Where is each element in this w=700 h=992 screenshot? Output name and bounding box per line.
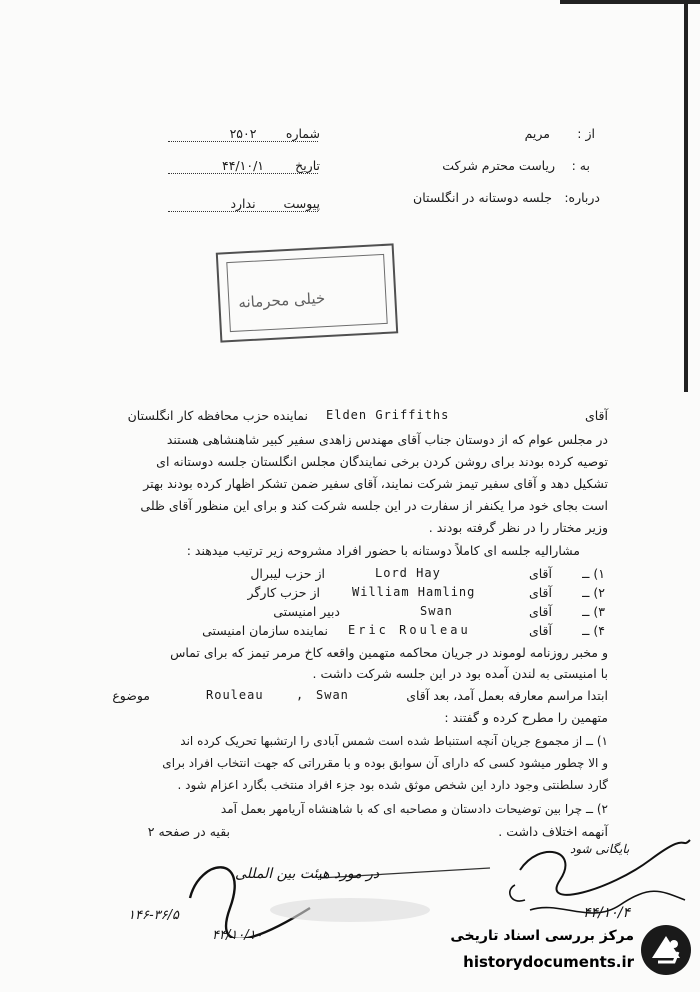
- participant-4-prefix: آقای: [528, 623, 552, 638]
- body-line-7: مشارالیه جلسه ای کاملاً دوستانه با حضور افراد مشروحه زیر ترتیب میدهند :: [186, 543, 580, 558]
- participant-1-number: ۱) ــ: [582, 566, 605, 581]
- participant-3-prefix: آقای: [528, 604, 552, 619]
- body-line-10-separator: ,: [296, 688, 305, 702]
- body-line-10-name-b: Rouleau: [206, 688, 264, 702]
- participant-4-number: ۴) ــ: [582, 623, 605, 638]
- reference-date: ۴۴/۱۰/۱۰: [212, 928, 263, 943]
- scan-edge-top: [560, 0, 700, 4]
- body-line-10-start: ابتدا مراسم معارفه بعمل آمد، بعد آقای: [406, 688, 608, 703]
- signature-right-date: ۴۴/۱۰/۴: [583, 905, 631, 921]
- participant-2-party: از حزب کارگر: [247, 585, 320, 600]
- participant-4-role: نماینده سازمان امنیستی: [202, 623, 328, 638]
- continued-note: بقیه در صفحه ۲: [147, 824, 230, 839]
- numbered-item-1-line-1: ۱) ــ از مجموع جریان آنچه استنباط شده است شمس آبادی را ارتشبها تحریک کرده اند: [180, 734, 608, 748]
- numbered-item-1-line-2: و الا چطور میشود کسی که دارای آن سوابق بوده و با مقرراتی که جهت انتخاب افراد برای: [162, 756, 608, 770]
- participant-2-prefix: آقای: [528, 585, 552, 600]
- from-label: از :: [577, 126, 595, 141]
- participant-1-name: Lord Hay: [375, 566, 441, 580]
- numbered-item-2-line-2: آنهمه اختلاف داشت .: [498, 824, 608, 839]
- body-line-6: وزیر مختار را در نظر گرفته بودند .: [428, 520, 608, 535]
- about-label: درباره:: [564, 190, 600, 205]
- body-line-10-name-a: Swan: [316, 688, 349, 702]
- watermark-area: [414, 912, 700, 992]
- about-value: جلسه دوستانه در انگلستان: [413, 190, 552, 205]
- to-value: ریاست محترم شرکت: [442, 158, 555, 173]
- body-line-3: توصیه کرده بودند برای روشن کردن برخی نمایندگان مجلس انگلستان جلسه دوستانه ای: [156, 454, 608, 469]
- body-line-1-prefix: آقای: [584, 408, 608, 423]
- participant-2-name: William Hamling: [352, 585, 476, 599]
- participant-1-prefix: آقای: [528, 566, 552, 581]
- participant-2-number: ۲) ــ: [582, 585, 605, 600]
- handwritten-note-left: در مورد هیئت بین المللی: [235, 866, 380, 882]
- body-line-9: با امنیستی به لندن آمده بود در این جلسه شرکت داشت .: [312, 666, 608, 681]
- body-line-10-end: موضوع: [112, 688, 150, 703]
- body-line-1-suffix: نماینده حزب محافظه کار انگلستان: [127, 408, 308, 423]
- date-value: ۴۴/۱۰/۱: [168, 158, 318, 174]
- signature-right-note: بایگانی شود: [570, 842, 630, 856]
- participant-1-party: از حزب لیبرال: [250, 566, 325, 581]
- watermark-site: historydocuments.ir: [463, 953, 634, 971]
- number-value: ۲۵۰۲: [168, 126, 318, 142]
- to-label: به :: [571, 158, 590, 173]
- stamp-text: خیلی محرمانه: [237, 289, 326, 312]
- participant-3-role: دبیر امنیستی: [273, 604, 340, 619]
- numbered-item-1-line-3: گارد سلطنتی وجود دارد این شخص موثق شده بود جزء افراد منتخب بگارد اعزام شود .: [177, 778, 608, 792]
- number-label: شماره: [285, 126, 320, 141]
- watermark-title-fa: مرکز بررسی اسناد تاریخی: [450, 928, 634, 944]
- confidential-stamp: [216, 243, 398, 342]
- attachment-label: پیوست: [283, 196, 320, 211]
- from-value: مریم: [524, 126, 550, 141]
- attachment-value: ندارد: [168, 196, 318, 212]
- body-line-1-name: Elden Griffiths: [326, 408, 450, 422]
- archive-logo-icon: [638, 922, 694, 978]
- body-line-11: متهمین را مطرح کرده و گفتند :: [444, 710, 608, 725]
- date-label: تاریخ: [295, 158, 320, 173]
- scan-edge-right: [684, 0, 688, 392]
- participant-4-name: Eric Rouleau: [348, 623, 471, 637]
- body-line-4: تشکیل دهد و آقای سفیر تیمز شرکت نمایند، آقای سفیر ضمن تشکر اظهار کرده بودند بهتر: [143, 476, 608, 491]
- body-line-2: در مجلس عوام که از دوستان جناب آقای مهندس زاهدی سفیر کبیر شاهنشاهی هستند: [166, 432, 608, 447]
- participant-3-name: Swan: [420, 604, 453, 618]
- reference-code: ۱۴۶-۳۶/۵: [128, 908, 179, 923]
- participant-3-number: ۳) ــ: [582, 604, 605, 619]
- body-line-8: و مخبر روزنامه لوموند در جریان محاکمه متهمین واقعه کاخ مرمر تیمز که برای تماس: [170, 645, 608, 660]
- numbered-item-2-line-1: ۲) ــ چرا بین توضیحات دادستان و مصاحبه ای که با شاهنشاه آریامهر بعمل آمد: [220, 802, 608, 816]
- body-line-5: است بجای خود مرا یکنفر از سفارت در این جلسه شرکت کند و برای این منظور آقای ظلی: [140, 498, 608, 513]
